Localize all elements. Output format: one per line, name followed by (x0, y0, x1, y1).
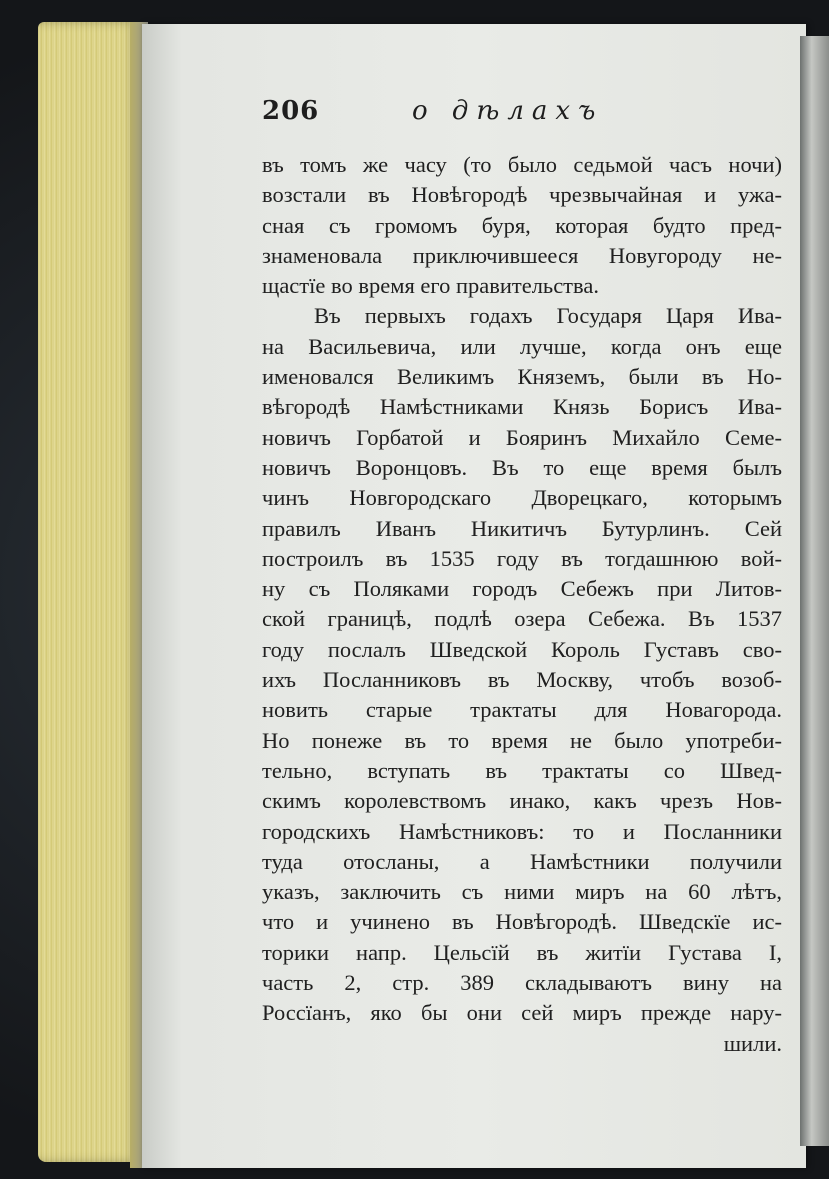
text-line: ской границѣ, подлѣ озера Себежа. Въ 1537 (262, 606, 782, 632)
page-number: 206 (262, 96, 320, 126)
text-line: Россїанъ, яко бы они сей миръ прежде нару- (262, 1000, 782, 1026)
text-line: новичъ Горбатой и Бояринъ Михайло Семе- (262, 424, 782, 450)
text-line: указъ, заключить съ ними миръ на 60 лѣтъ, (262, 879, 782, 905)
text-line: ну съ Поляками городъ Себежъ при Литов- (262, 576, 782, 602)
text-line: Но понеже въ то время не было употреби- (262, 727, 782, 753)
page-header (262, 96, 622, 136)
text-line: правилъ Иванъ Никитичъ Бутурлинъ. Сей (262, 515, 782, 541)
facing-page-edge (800, 36, 829, 1146)
text-line: на Васильевича, или лучше, когда онъ еще (262, 333, 782, 359)
text-line: возстали въ Новѣгородѣ чрезвычайная и ужа- (262, 182, 782, 208)
text-line: туда отосланы, а Намѣстники получили (262, 848, 782, 874)
text-line: году послалъ Шведской Король Густавъ сво- (262, 636, 782, 662)
text-line: шили. (723, 1030, 782, 1056)
text-line: въ томъ же часу (то было седьмой часъ ночи) (262, 152, 782, 177)
text-line: сная съ громомъ буря, которая будто пред- (262, 212, 782, 238)
text-line: что и учинено въ Новѣгородѣ. Шведскїе ис- (262, 909, 782, 935)
text-line: Въ первыхъ годахъ Государя Царя Ива- (314, 303, 782, 329)
text-line: построилъ въ 1535 году въ тогдашнюю вой- (262, 545, 782, 571)
page-edges (38, 22, 138, 1162)
text-line: торики напр. Цельсїй въ житїи Густава I, (262, 939, 782, 965)
text-line: именовался Великимъ Княземъ, были въ Но- (262, 364, 782, 390)
text-line: городскихъ Намѣстниковъ: то и Посланники (262, 818, 782, 844)
text-line: скимъ королевствомъ инако, какъ чрезъ Нов- (262, 788, 782, 814)
text-line: ихъ Посланниковъ въ Москву, чтобъ возоб- (262, 667, 782, 693)
text-line: новить старые трактаты для Новагорода. (262, 697, 782, 723)
text-line: щастїе во время его правительства. (262, 273, 599, 299)
text-line: чинъ Новгородскаго Дворецкаго, которымъ (262, 485, 782, 511)
text-line: часть 2, стр. 389 складываютъ вину на (262, 970, 782, 996)
body-text (262, 150, 782, 1059)
running-head: о дѣлахъ (412, 96, 604, 126)
text-line: новичъ Воронцовъ. Въ то еще время былъ (262, 454, 782, 480)
text-line: знаменовала приключившееся Новугороду не- (262, 242, 782, 268)
text-line: тельно, вступать въ трактаты со Швед- (262, 757, 782, 783)
text-line: вѣгородѣ Намѣстниками Князь Борисъ Ива- (262, 394, 782, 420)
